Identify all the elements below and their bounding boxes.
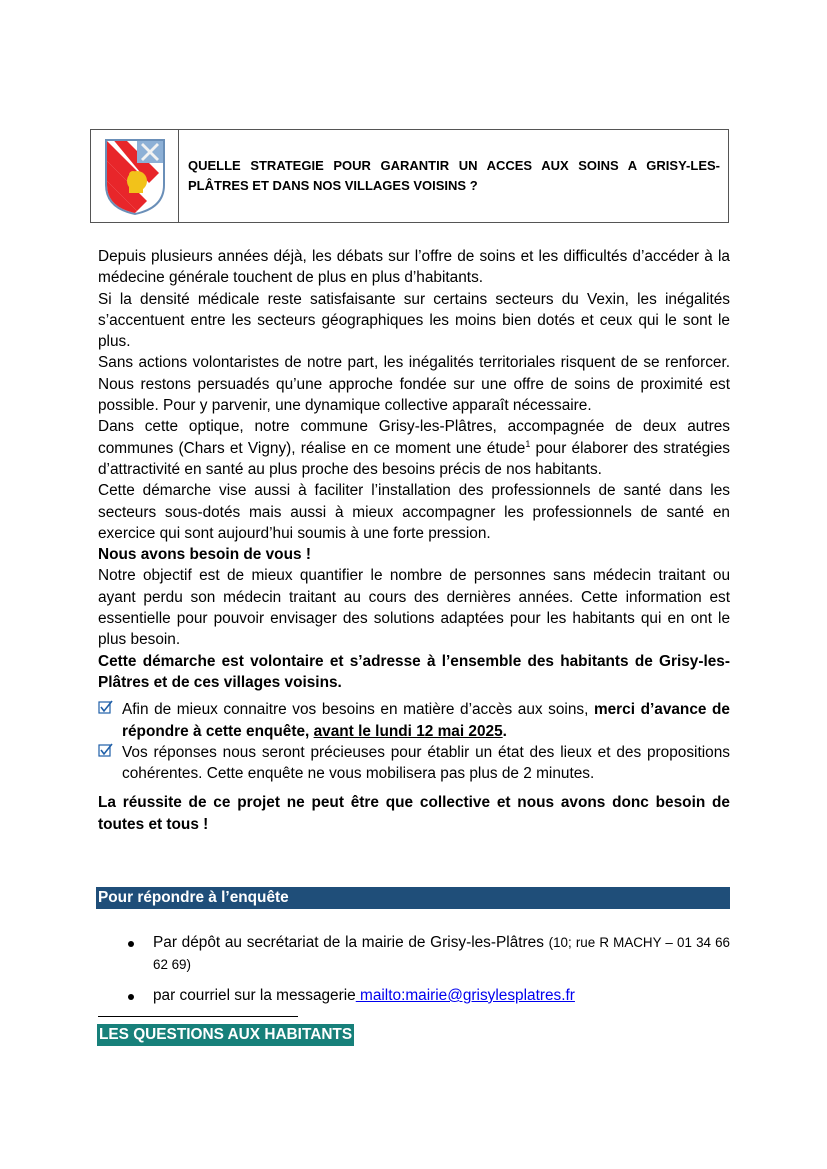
email-text: par courriel sur la messagerie [153,987,356,1004]
header-box [90,129,729,223]
respond-heading: Pour répondre à l’enquête [96,887,730,909]
paragraph-objective: Notre objectif est de mieux quantifier le nombre de personnes sans médecin traitant ou ayant perdu son médecin traitant au cours des dernières années. Cette information est essentielle pour pouvoir envisager des solutions adaptées pour les habitants qui en ont le plus besoin. [98,567,730,649]
paragraph-installation: Cette démarche vise aussi à faciliter l’installation des professionnels de santé dans les secteurs sous-dotés mais aussi à mieux accompagner les professionnels de santé en exercice qui sont aujourd’hui soumis à une forte pression. [98,482,730,542]
respond-item-mairie [124,932,730,976]
bullet-dot-icon [128,941,134,947]
paragraph-actions: Sans actions volontaristes de notre part, les inégalités territoriales risquent de se renforcer. Nous restons persuadés qu’une approche fondée sur une offre de soins de proximité est possible. Pour y parvenir, une dynamique collective apparaît nécessaire. [98,354,730,415]
footnote-ref: 1 [525,438,531,449]
checkbox-checked-icon [98,700,113,715]
mairie-address: (10; rue R MACHY – 01 34 66 62 69) [153,935,730,972]
study-text-end: pour élaborer des stratégies d’attractivité en santé au plus proche des besoins précis de nos habitants. [98,439,730,478]
bullet-dot-icon [128,994,134,1000]
deadline-date: avant le lundi 12 mai 2025 [313,722,503,740]
check1-end: . [502,722,507,740]
mairie-text: Par dépôt au secrétariat de la mairie de Grisy-les-Plâtres [153,934,549,951]
paragraph-voluntary: Cette démarche est volontaire et s’adresse à l’ensemble des habitants de Grisy-les-Plâtres et de ces villages voisins. [98,652,730,691]
check-item-deadline [98,699,730,742]
logo-cell [91,130,179,222]
document-title: QUELLE STRATEGIE POUR GARANTIR UN ACCES AUX SOINS A GRISY-LES-PLÂTRES ET DANS NOS VILLAGES VOISINS ? [188,158,720,193]
paragraph-intro: Depuis plusieurs années déjà, les débats sur l’offre de soins et les difficultés d’accéder à la médecine générale touchent de plus en plus d’habitants. [98,248,730,287]
body-text [98,246,730,835]
check2-text: Vos réponses nous seront précieuses pour établir un état des lieux et des propositions cohérentes. Cette enquête ne vous mobilisera pas plus de 2 minutes. [122,743,730,783]
email-link[interactable]: mailto:mairie@grisylesplatres.fr [355,987,575,1004]
need-heading: Nous avons besoin de vous ! [98,546,311,564]
check-item-duration [98,742,730,785]
checkbox-checked-icon [98,743,113,758]
paragraph-study [98,416,730,480]
check-list [98,699,730,784]
coat-of-arms-icon [103,137,167,215]
check1-bold: merci d’avance de répondre à cette enquête, [122,701,730,740]
respond-item-email [124,985,730,1007]
closing-statement: La réussite de ce projet ne peut être que collective et nous avons donc besoin de toutes et tous ! [98,794,730,833]
check1-text: Afin de mieux connaitre vos besoins en matière d’accès aux soins, [122,701,594,719]
study-text-start: Dans cette optique, notre commune Grisy-les-Plâtres, accompagnée de deux autres communes (Chars et Vigny), réalise en ce moment une étude [98,418,730,457]
respond-list [124,932,730,1016]
footnote-separator [98,1016,298,1017]
questions-heading: LES QUESTIONS AUX HABITANTS [97,1024,354,1046]
paragraph-density: Si la densité médicale reste satisfaisante sur certains secteurs du Vexin, les inégalités s’accentuent entre les secteurs géographiques les moins bien dotés et ceux qui le sont le plus. [98,290,730,351]
